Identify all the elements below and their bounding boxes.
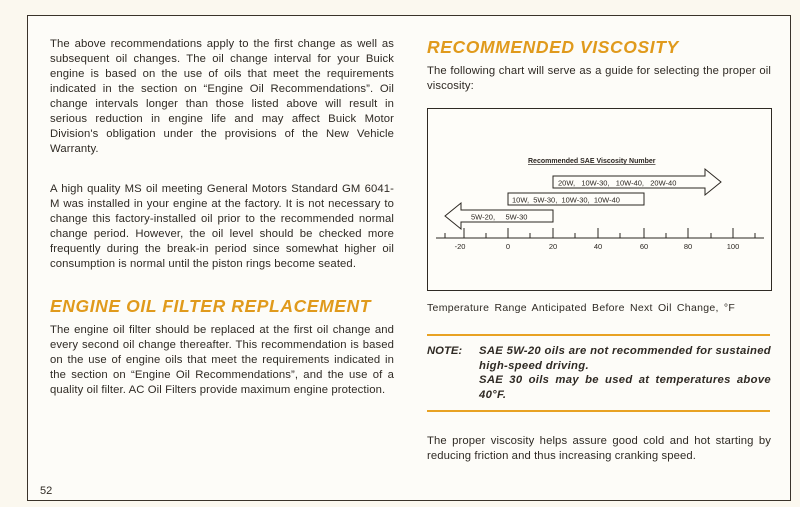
chart-caption: Temperature Range Anticipated Before Next Oil Change, °F [427,302,736,314]
x-axis-ticks [445,228,755,238]
oil-change-interval-paragraph: The above recommendations apply to the first change as well as subsequent oil changes. The oil change interval for your Buick engine is based on the use of oils that meet the requirements indicated in the section on “Engine Oil Recommendations”. Oil change intervals longer than those listed above will result in serious reduction in engine life and may affect Buick Motor Division's obligation under the provisions of the New Vehicle Warranty. [50,38,394,155]
note-top-rule [427,334,770,336]
tick-label: 0 [505,242,511,251]
range-label-low: 5W-20, 5W-30 [471,212,528,222]
factory-oil-paragraph: A high quality MS oil meeting General Motors Standard GM 6041-M was installed in your engine at the factory. It is not necessary to change this factory-installed oil prior to the recommended normal change period. However, the oil level should be checked more frequently during the break-in period since somewhat higher oil consumption is normal until the piston rings become seated. [50,183,394,270]
note-text [479,344,771,402]
viscosity-heading: RECOMMENDED VISCOSITY [427,37,679,57]
filter-replacement-paragraph: The engine oil filter should be replaced at the first oil change and every second oil change thereafter. This recommendation is based on the use of engine oils that meet the requirements indicated in the section on “Engine Oil Recommendations”, and the use of a quality oil filter. AC Oil Filters provide maximum engine protection. [50,324,394,396]
closing-paragraph: The proper viscosity helps assure good cold and hot starting by reducing friction and thus increasing cranking speed. [427,435,771,462]
viscosity-chart-svg [428,109,773,292]
filter-replacement-heading: ENGINE OIL FILTER REPLACEMENT [50,296,372,316]
page-number: 52 [40,485,53,497]
left-column [50,37,394,398]
tick-label: 80 [683,242,693,251]
note-bottom-rule [427,410,770,412]
tick-label: 100 [726,242,740,251]
note-line-5w20: SAE 5W-20 oils are not recommended for sustained high-speed driving. [479,345,771,372]
range-label-high: 20W, 10W-30, 10W-40, 20W-40 [558,178,677,188]
tick-label: 40 [593,242,603,251]
viscosity-intro: The following chart will serve as a guide for selecting the proper oil viscosity: [427,65,771,92]
note-line-sae30: SAE 30 oils may be used at temperatures above 40°F. [479,374,771,401]
range-label-mid: 10W, 5W-30, 10W-30, 10W-40 [512,195,620,205]
tick-label: 20 [548,242,558,251]
note-label: NOTE: [427,345,463,357]
viscosity-chart [427,108,772,291]
tick-label: 60 [639,242,649,251]
right-column [427,37,771,94]
chart-title: Recommended SAE Viscosity Number [528,158,656,165]
tick-label: -20 [454,242,466,251]
